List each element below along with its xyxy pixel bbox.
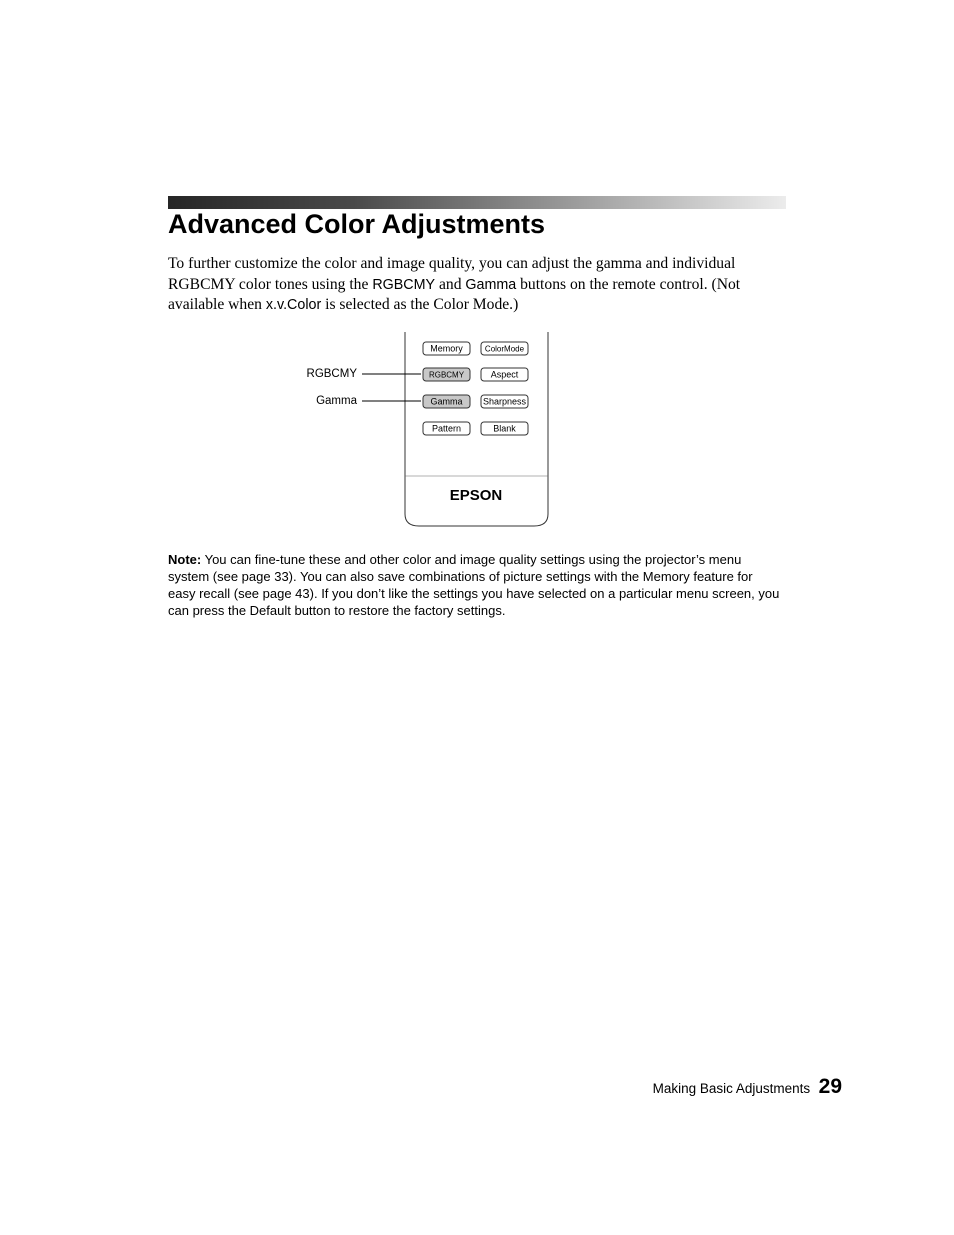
pattern-key[interactable] — [423, 422, 470, 435]
gamma-key-label: Gamma — [430, 396, 463, 407]
page-footer — [653, 1075, 842, 1099]
aspect-key-label: Aspect — [490, 369, 519, 380]
footer-section-name: Making Basic Adjustments — [652, 1081, 811, 1096]
rgbcmy-callout-label: RGBCMY — [306, 368, 357, 380]
color-mode-key[interactable] — [481, 342, 528, 355]
intro-text-4: is selected as the Color Mode.) — [321, 296, 519, 313]
page-title: Advanced Color Adjustments — [168, 209, 546, 239]
intro-rgbcmy-button-name: RGBCMY — [372, 276, 436, 293]
gamma-callout-label: Gamma — [316, 395, 357, 407]
remote-control-figure — [295, 332, 555, 532]
sharpness-key[interactable] — [481, 395, 528, 408]
blank-key[interactable] — [481, 422, 528, 435]
gamma-key[interactable] — [423, 395, 470, 408]
intro-text-1: To further customize the color and image quality, you can adjust the gamma and individual RGBCMY color tones using the — [168, 255, 736, 293]
intro-color-mode-name: x.v.Color — [265, 297, 322, 313]
intro-paragraph — [168, 254, 788, 316]
memory-key[interactable] — [423, 342, 470, 355]
intro-gamma-button-name: Gamma — [465, 276, 517, 293]
memory-key-label: Memory — [430, 343, 463, 354]
epson-logo: EPSON — [449, 487, 503, 504]
page-number: 29 — [818, 1075, 842, 1098]
rgbcmy-key-label: RGBCMY — [428, 370, 465, 380]
pattern-key-label: Pattern — [431, 423, 462, 434]
intro-text-2: and — [435, 275, 466, 293]
color-mode-key-label: ColorMode — [484, 344, 525, 354]
aspect-key[interactable] — [481, 368, 528, 381]
blank-key-label: Blank — [493, 423, 516, 434]
sharpness-key-label: Sharpness — [482, 396, 527, 407]
note-text: You can fine-tune these and other color and image quality settings using the projector’s menu system (see page 33). You can also save combinations of picture settings with the Memory feature for easy recall (see page 43). If you don’t like the settings you have selected on a particular menu screen, you can press the Default button to restore the factory settings. — [168, 552, 780, 618]
note-paragraph — [168, 551, 780, 619]
rgbcmy-key[interactable] — [423, 368, 470, 381]
remote-control-illustration — [295, 332, 555, 532]
intro-text-3: buttons on the remote control. (Not available when — [168, 275, 741, 313]
note-label: Note: — [168, 552, 202, 567]
